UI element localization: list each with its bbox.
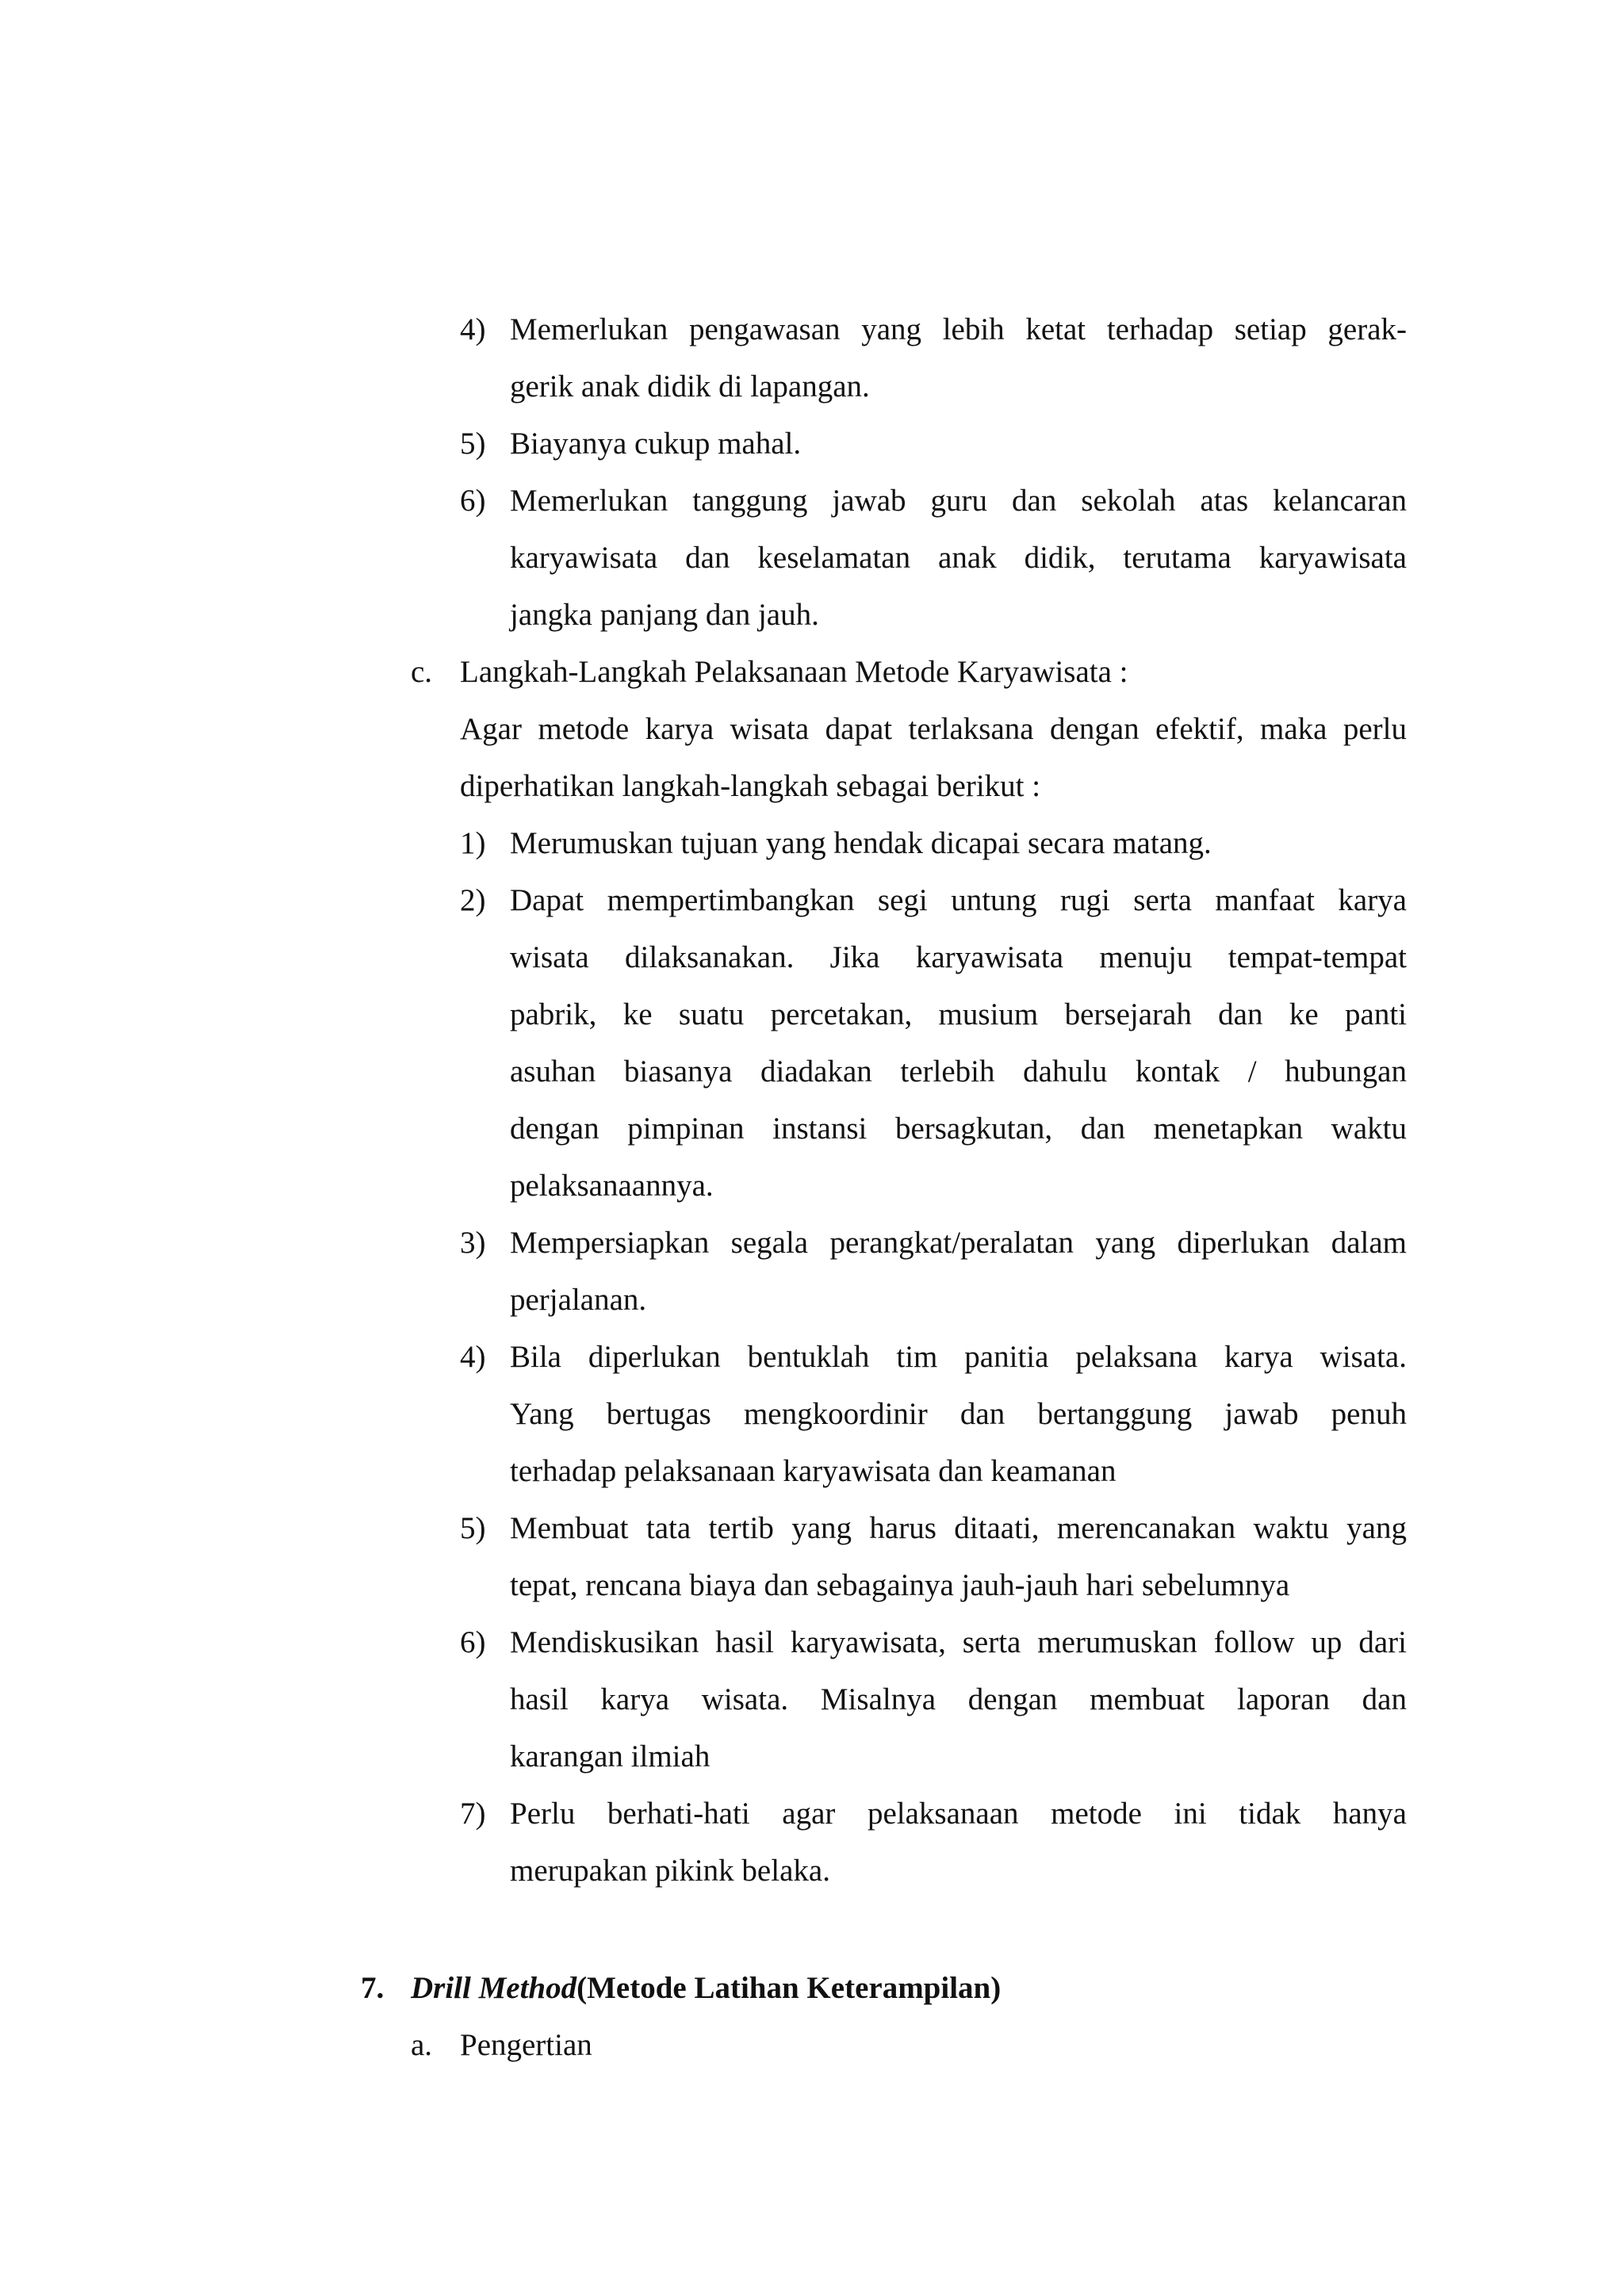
- list-item: Memerlukan tanggung jawab guru dan sekolah atas kelancaran karyawisata dan keselamatan anak didik, terutama karyawisata jangka panjang dan jauh.: [510, 484, 1407, 632]
- list-item-number: 1): [460, 826, 486, 860]
- section-title: Langkah-Langkah Pelaksanaan Metode Karyawisata :: [460, 655, 1128, 689]
- section-intro: Agar metode karya wisata dapat terlaksana dengan efektif, maka perlu diperhatikan langkah-langkah sebagai berikut :: [460, 712, 1407, 803]
- list-item-number: 6): [460, 484, 486, 518]
- section-heading-rest: (Metode Latihan Keterampilan): [576, 1971, 1002, 2005]
- list-item-number: 6): [460, 1625, 486, 1659]
- list-item-number: 3): [460, 1226, 486, 1260]
- list-item-number: 5): [460, 1511, 486, 1545]
- list-item: Mendiskusikan hasil karyawisata, serta merumuskan follow up dari hasil karya wisata. Misalnya dengan membuat laporan dan karangan ilmiah: [510, 1625, 1407, 1774]
- list-item: Memerlukan pengawasan yang lebih ketat terhadap setiap gerak- gerik anak didik di lapangan.: [510, 312, 1407, 404]
- list-item: Membuat tata tertib yang harus ditaati, merencanakan waktu yang tepat, rencana biaya dan sebagainya jauh-jauh hari sebelumnya: [510, 1511, 1407, 1602]
- list-item-number: 4): [460, 1340, 486, 1374]
- list-item-number: 4): [460, 312, 486, 346]
- list-item: Bila diperlukan bentuklah tim panitia pelaksana karya wisata. Yang bertugas mengkoordinir dan bertanggung jawab penuh terhadap pelaksanaan karyawisata dan keamanan: [510, 1340, 1407, 1488]
- section-heading: [411, 1960, 1001, 2017]
- list-item-number: 7): [460, 1797, 486, 1831]
- list-item-number: 2): [460, 883, 486, 917]
- list-item: Dapat mempertimbangkan segi untung rugi serta manfaat karya wisata dilaksanakan. Jika karyawisata menuju tempat-tempat pabrik, ke suatu percetakan, musium bersejarah dan ke panti asuhan biasanya diadakan terlebih dahulu kontak / hubungan dengan pimpinan instansi bersagkutan, dan menetapkan waktu pelaksanaannya.: [510, 883, 1407, 1203]
- list-item: Mempersiapkan segala perangkat/peralatan yang diperlukan dalam perjalanan.: [510, 1226, 1407, 1317]
- section-heading-italic: Drill Method: [411, 1971, 577, 2005]
- list-item: Biayanya cukup mahal.: [510, 427, 802, 461]
- list-item: Perlu berhati-hati agar pelaksanaan metode ini tidak hanya merupakan pikink belaka.: [510, 1797, 1407, 1888]
- list-item: Merumuskan tujuan yang hendak dicapai secara matang.: [510, 826, 1212, 860]
- subsection-letter: a.: [411, 2028, 433, 2062]
- section-number: 7.: [361, 1971, 385, 2005]
- subsection-title: Pengertian: [460, 2028, 592, 2062]
- list-item-number: 5): [460, 427, 486, 461]
- section-letter: c.: [411, 655, 433, 689]
